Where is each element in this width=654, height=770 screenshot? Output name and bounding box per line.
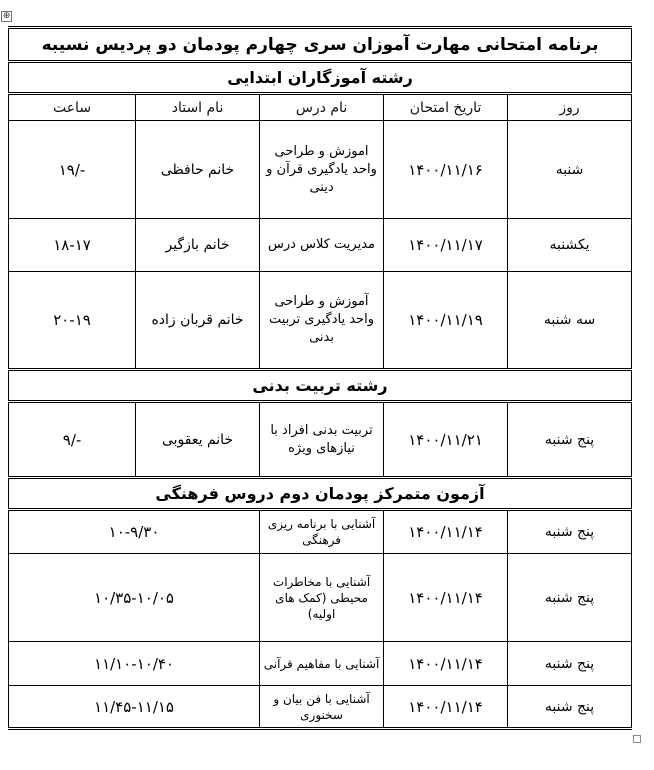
header-course: نام درس xyxy=(260,94,384,121)
cell-time: ۱۰-۹/۳۰ xyxy=(9,510,260,554)
cell-date: ۱۴۰۰/۱۱/۱۴ xyxy=(384,642,508,686)
table-row xyxy=(9,686,632,729)
table-resize-handle[interactable] xyxy=(633,735,641,743)
cell-time: ۲۰-۱۹ xyxy=(9,272,136,370)
section-title: آزمون متمرکز پودمان دوم دروس فرهنگی xyxy=(9,478,632,510)
cell-day: پنج شنبه xyxy=(508,510,632,554)
exam-schedule-table xyxy=(8,26,632,730)
cell-course: آشنایی با مخاطرات محیطی (کمک های اولیه) xyxy=(260,554,384,642)
cell-course: تربیت بدنی افراد با نیازهای ویژه xyxy=(260,402,384,478)
table-row xyxy=(9,554,632,642)
section-title: رشته تربیت بدنی xyxy=(9,370,632,402)
cell-time: ۱۰/۳۵-۱۰/۰۵ xyxy=(9,554,260,642)
section-title: رشته آموزگاران ابتدایی xyxy=(9,62,632,94)
cell-date: ۱۴۰۰/۱۱/۱۶ xyxy=(384,121,508,219)
cell-time: -/۱۹ xyxy=(9,121,136,219)
cell-teacher: خانم بازگیر xyxy=(136,219,260,272)
cell-time: ۱۸-۱۷ xyxy=(9,219,136,272)
cell-date: ۱۴۰۰/۱۱/۱۴ xyxy=(384,686,508,729)
cell-day: پنج شنبه xyxy=(508,642,632,686)
table-row xyxy=(9,642,632,686)
header-date: تاریخ امتحان xyxy=(384,94,508,121)
cell-date: ۱۴۰۰/۱۱/۱۴ xyxy=(384,554,508,642)
table-row xyxy=(9,402,632,478)
cell-time: -/۹ xyxy=(9,402,136,478)
table-row xyxy=(9,219,632,272)
cell-course: آشنایی با برنامه ریزی فرهنگی xyxy=(260,510,384,554)
cell-course: مدیریت کلاس درس xyxy=(260,219,384,272)
cell-day: سه شنبه xyxy=(508,272,632,370)
cell-course: آشنایی با مفاهیم قرآنی xyxy=(260,642,384,686)
table-row xyxy=(9,121,632,219)
cell-day: یکشنبه xyxy=(508,219,632,272)
title-row xyxy=(9,28,632,62)
table-row xyxy=(9,272,632,370)
cell-date: ۱۴۰۰/۱۱/۱۴ xyxy=(384,510,508,554)
cell-date: ۱۴۰۰/۱۱/۱۹ xyxy=(384,272,508,370)
cell-course: اموزش و طراحی واحد یادگیری قرآن و دینی xyxy=(260,121,384,219)
table-row xyxy=(9,510,632,554)
section-row xyxy=(9,370,632,402)
cell-day: پنج شنبه xyxy=(508,554,632,642)
table-move-handle[interactable]: ⊕ xyxy=(2,11,11,21)
cell-course: آموزش و طراحی واحد یادگیری تربیت بدنی xyxy=(260,272,384,370)
cell-teacher: خانم قربان زاده xyxy=(136,272,260,370)
page-title: برنامه امتحانی مهارت آموزان سری چهارم پودمان دو پردیس نسیبه xyxy=(9,28,632,62)
cell-date: ۱۴۰۰/۱۱/۲۱ xyxy=(384,402,508,478)
cell-day: شنبه xyxy=(508,121,632,219)
cell-time: ۱۱/۱۰-۱۰/۴۰ xyxy=(9,642,260,686)
cell-day: پنج شنبه xyxy=(508,402,632,478)
header-teacher: نام استاد xyxy=(136,94,260,121)
cell-day: پنج شنبه xyxy=(508,686,632,729)
section-row xyxy=(9,62,632,94)
cell-time: ۱۱/۴۵-۱۱/۱۵ xyxy=(9,686,260,729)
cell-course: آشنایی با فن بیان و سخنوری xyxy=(260,686,384,729)
header-day: روز xyxy=(508,94,632,121)
header-row xyxy=(9,94,632,121)
cell-teacher: خانم حافظی xyxy=(136,121,260,219)
cell-date: ۱۴۰۰/۱۱/۱۷ xyxy=(384,219,508,272)
header-time: ساعت xyxy=(9,94,136,121)
cell-teacher: خانم یعقوبی xyxy=(136,402,260,478)
section-row xyxy=(9,478,632,510)
